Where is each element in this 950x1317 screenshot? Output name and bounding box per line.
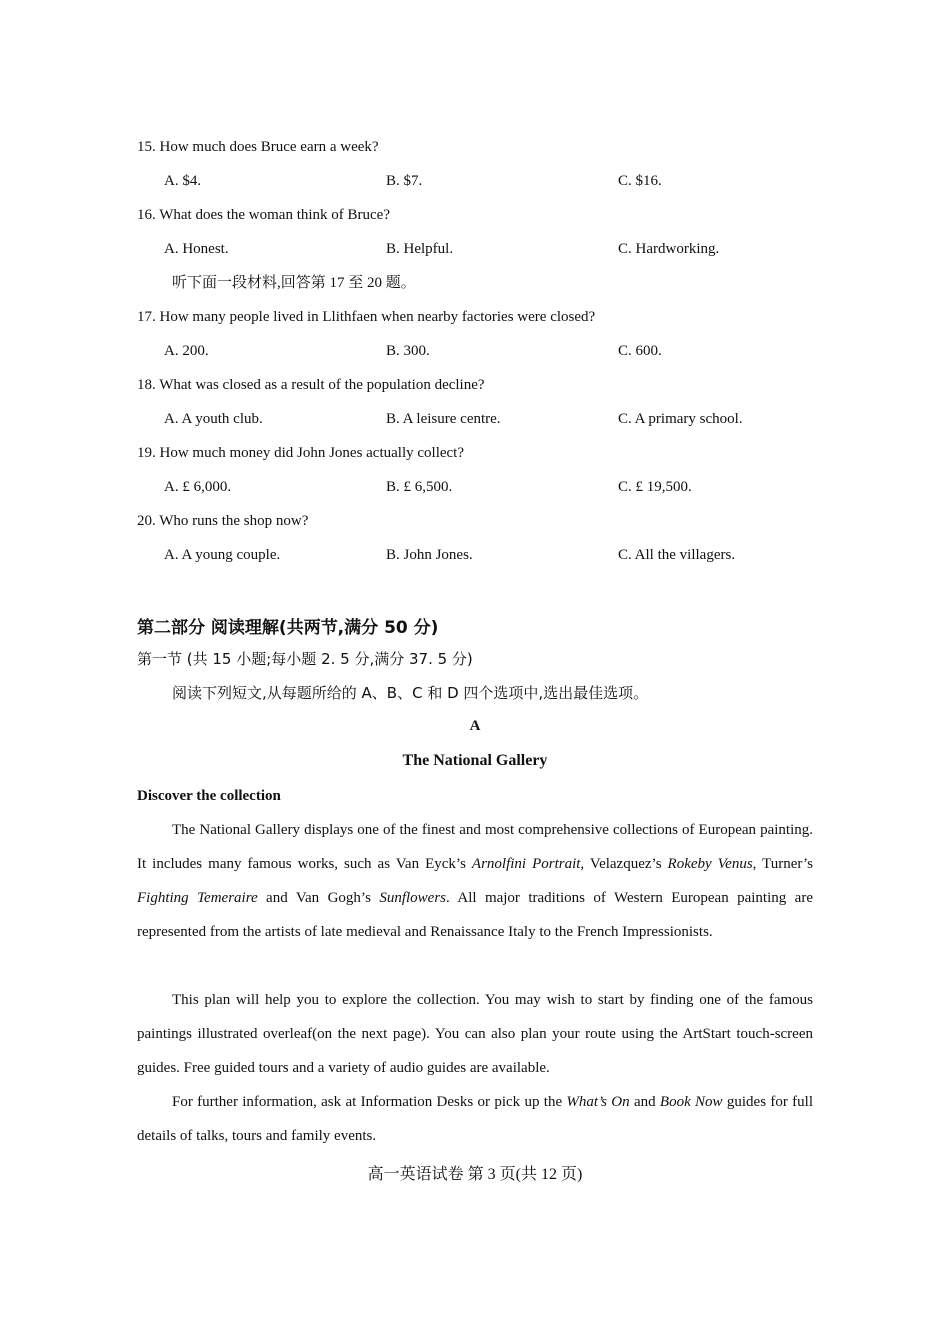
passage-paragraph-3 [137,1085,813,1153]
question-16-option-b: B. Helpful. [386,241,454,257]
question-20-option-a: A. A young couple. [164,547,281,563]
question-15-option-a: A. $4. [164,173,202,189]
question-17-stem: 17. How many people lived in Llithfaen when nearby factories were closed? [137,309,596,325]
question-19-option-c: C. £ 19,500. [618,479,692,495]
question-15-stem: 15. How much does Bruce earn a week? [137,139,379,155]
reading-instruction: 阅读下列短文,从每题所给的 A、B、C 和 D 四个选项中,选出最佳选项。 [172,684,649,702]
part2-title: 第二部分 阅读理解(共两节,满分 50 分) [137,618,439,638]
p3-text-1: For further information, ask at Information Desks or pick up the [172,1094,567,1110]
p1-title-temeraire: Fighting Temeraire [137,890,258,906]
p1-title-rokeby: Rokeby Venus [667,856,753,872]
p1-text-3: , Turner’s [752,856,813,872]
question-16-stem: 16. What does the woman think of Bruce? [137,207,390,223]
question-16-option-a: A. Honest. [164,241,229,257]
question-18-option-a: A. A youth club. [164,411,263,427]
question-20-stem: 20. Who runs the shop now? [137,513,309,529]
p1-text-1: The National Gallery displays one of the finest and most comprehensive collections of European painting. It includes many famous works, such as Van Eyck’s [137,822,813,872]
page-footer: 高一英语试卷 第 3 页(共 12 页) [367,1166,583,1183]
question-19-stem: 19. How much money did John Jones actually collect? [137,445,465,461]
p1-text-2: , Velazquez’s [580,856,668,872]
question-18-option-b: B. A leisure centre. [386,411,501,427]
passage-title: The National Gallery [402,752,548,769]
question-20-option-c: C. All the villagers. [618,547,736,563]
question-18-option-c: C. A primary school. [618,411,743,427]
question-15-option-b: B. $7. [386,173,423,189]
question-18-stem: 18. What was closed as a result of the population decline? [137,377,485,393]
question-19-option-a: A. £ 6,000. [164,479,232,495]
question-15-option-c: C. $16. [618,173,662,189]
p3-title-book-now: Book Now [659,1094,723,1110]
p1-title-sunflowers: Sunflowers [379,890,447,906]
question-16-option-c: C. Hardworking. [618,241,720,257]
passage-paragraph-2 [137,983,813,1085]
p1-title-arnolfini: Arnolfini Portrait [471,856,581,872]
section1-title: 第一节 (共 15 小题;每小题 2. 5 分,满分 37. 5 分) [137,650,473,668]
p1-text-5: . All major traditions of Western European painting are represented from the artists of late medieval and Renaissance Italy to the French Impressionists. [137,890,813,940]
p3-text-3: guides for full details of talks, tours and family events. [137,1094,813,1144]
question-20-option-b: B. John Jones. [386,547,473,563]
question-17-option-a: A. 200. [164,343,209,359]
passage-paragraph-1 [137,813,813,949]
p3-title-whats-on: What’s On [566,1094,630,1110]
question-17-option-b: B. 300. [386,343,430,359]
passage-letter: A [469,718,481,734]
p1-text-4: and Van Gogh’s [257,890,380,906]
listening-instruction: 听下面一段材料,回答第 17 至 20 题。 [172,275,416,291]
p2-text: This plan will help you to explore the collection. You may wish to start by finding one of the famous paintings illustrated overleaf(on the next page). You can also plan your route using the ArtStart touch-screen guides. Free guided tours and a variety of audio guides are available. [137,992,813,1076]
question-19-option-b: B. £ 6,500. [386,479,453,495]
p3-text-2: and [629,1094,660,1110]
question-17-option-c: C. 600. [618,343,662,359]
passage-subheading: Discover the collection [137,788,281,804]
